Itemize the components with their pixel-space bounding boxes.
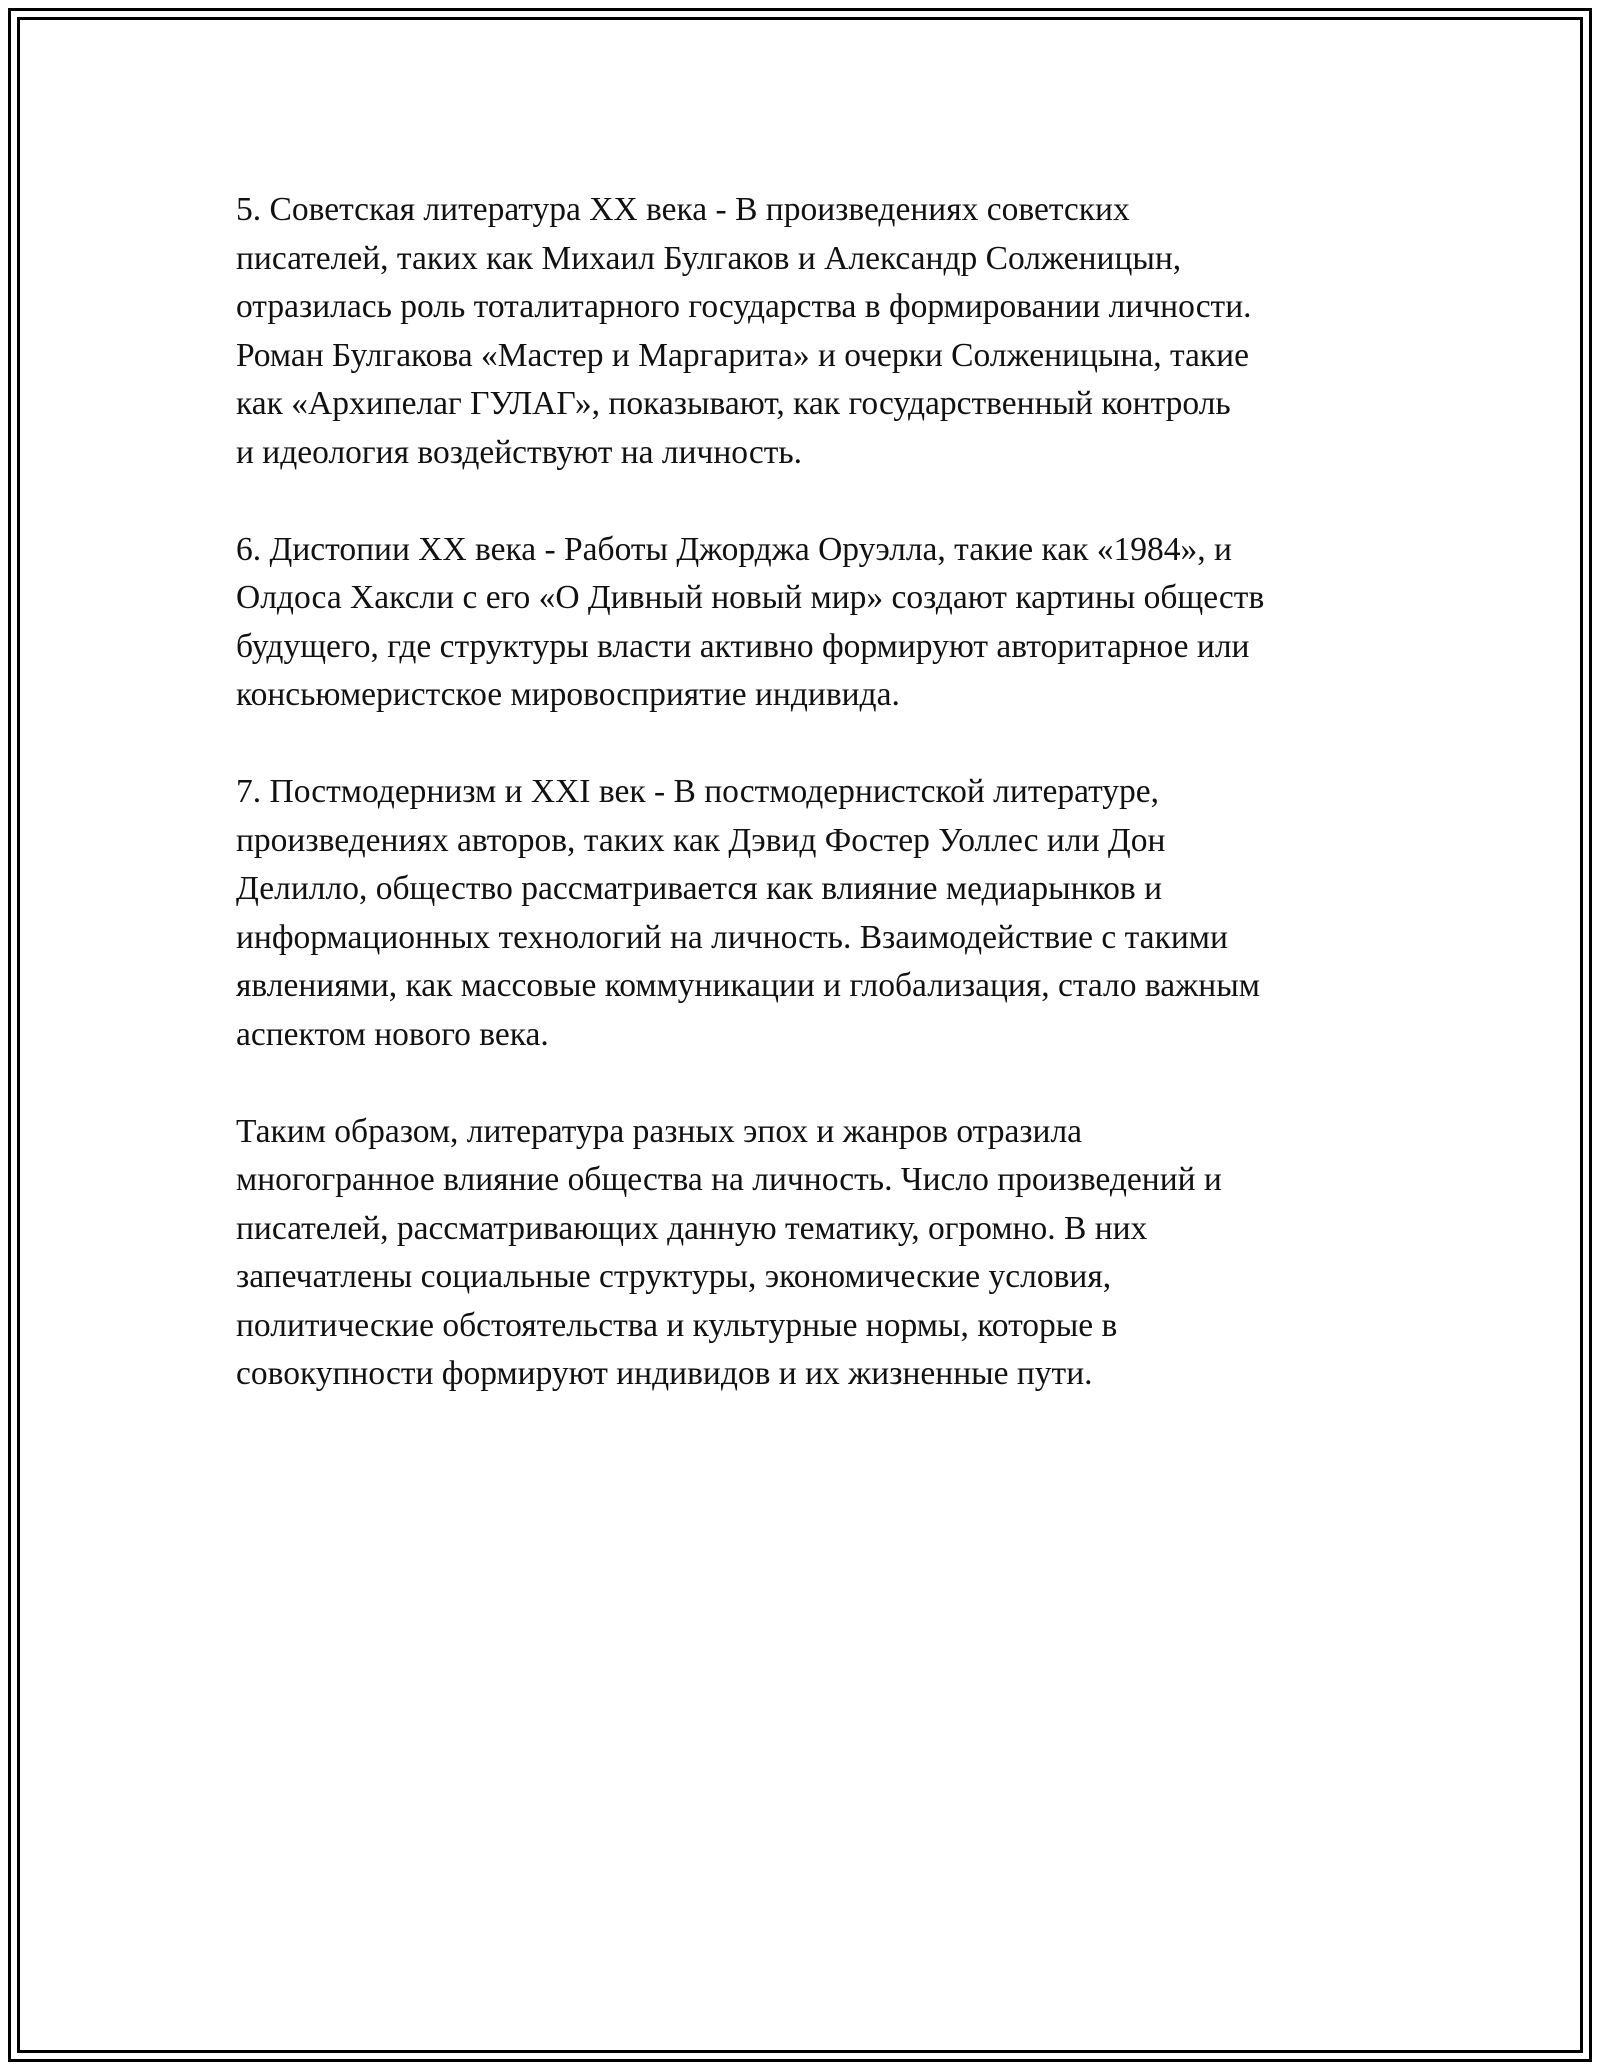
text-line: явлениями, как массовые коммуникации и глобализация, стало важным bbox=[236, 967, 1260, 1004]
text-line: Роман Булгакова «Мастер и Маргарита» и очерки Солженицына, такие bbox=[236, 336, 1249, 374]
text-line: писателей, таких как Михаил Булгаков и Александр Солженицын, bbox=[236, 239, 1182, 277]
text-line: информационных технологий на личность. Взаимодействие с такими bbox=[236, 918, 1228, 956]
text-line: отразилась роль тоталитарного государства в формировании личности. bbox=[236, 288, 1252, 325]
text-line: консьюмеристское мировосприятие индивида. bbox=[236, 676, 900, 713]
paragraph-soviet-literature bbox=[236, 186, 1386, 477]
document-body bbox=[236, 186, 1386, 1447]
text-line: и идеология воздействуют на личность. bbox=[236, 433, 803, 471]
text-line: писателей, рассматривающих данную тематику, огромно. В них bbox=[236, 1209, 1148, 1247]
text-line: 7. Постмодернизм и XXI век - В постмодернистской литературе, bbox=[236, 773, 1160, 810]
text-line: совокупности формируют индивидов и их жизненные пути. bbox=[236, 1355, 1093, 1392]
text-line: политические обстоятельства и культурные нормы, которые в bbox=[236, 1306, 1118, 1344]
text-line: аспектом нового века. bbox=[236, 1015, 549, 1053]
text-line: Олдоса Хаксли с его «О Дивный новый мир» создают картины обществ bbox=[236, 579, 1265, 616]
text-line: произведениях авторов, таких как Дэвид Фостер Уоллес или Дон bbox=[236, 821, 1166, 859]
text-line: будущего, где структуры власти активно формируют авторитарное или bbox=[236, 627, 1250, 665]
text-line: запечатлены социальные структуры, экономические условия, bbox=[236, 1258, 1112, 1295]
paragraph-conclusion bbox=[236, 1108, 1386, 1399]
text-line: Таким образом, литература разных эпох и жанров отразила bbox=[236, 1112, 1083, 1150]
text-line: как «Архипелаг ГУЛАГ», показывают, как государственный контроль bbox=[236, 385, 1231, 422]
paragraph-dystopias bbox=[236, 526, 1386, 720]
text-line: многогранное влияние общества на личность. Число произведений и bbox=[236, 1161, 1222, 1198]
paragraph-postmodernism bbox=[236, 768, 1386, 1059]
text-line: 6. Дистопии XX века - Работы Джорджа Оруэлла, такие как «1984», и bbox=[236, 530, 1232, 568]
text-line: 5. Советская литература XX века - В произведениях советских bbox=[236, 191, 1130, 228]
text-line: Делилло, общество рассматривается как влияние медиарынков и bbox=[236, 870, 1163, 907]
